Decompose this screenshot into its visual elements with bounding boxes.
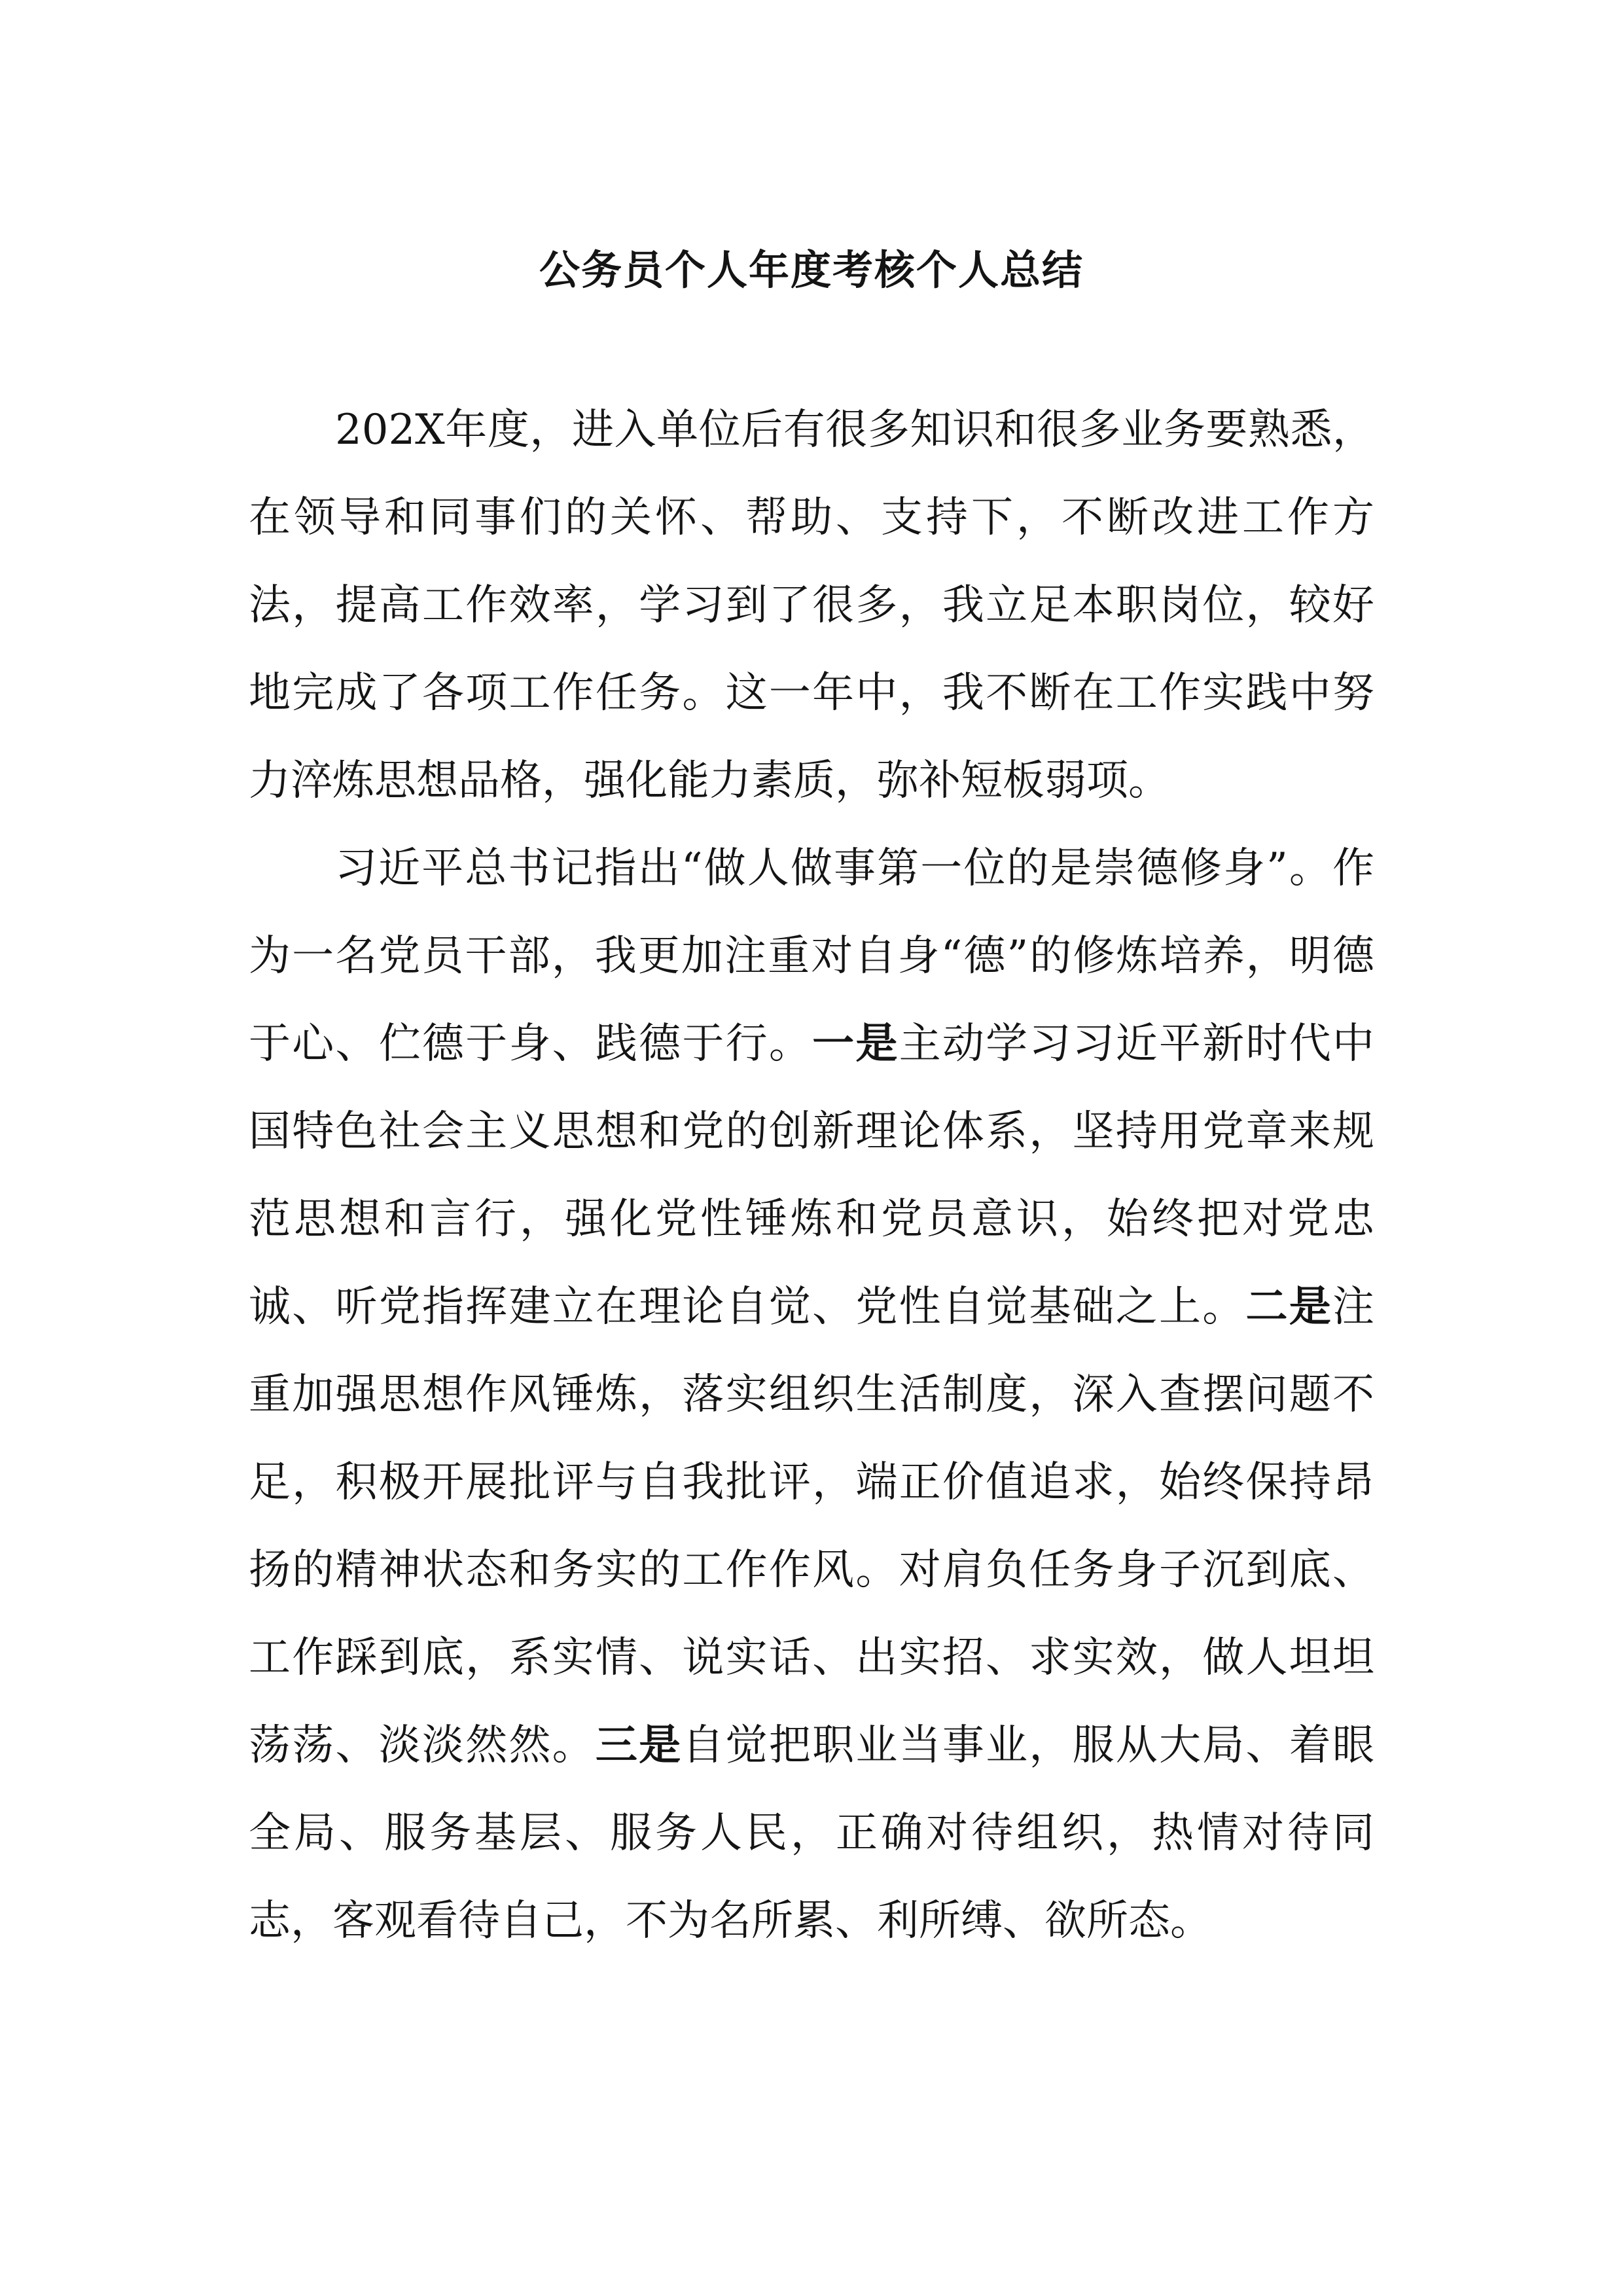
point-three-text: 自觉把职业当事业，服从大局、着眼全局、服务基层、服务人民，正确对待组织，热情对待同志，客观看待自己，不为名所累、利所缚、欲所态。 (249, 1721, 1375, 1945)
point-two-text: 注重加强思想作风锤炼，落实组织生活制度，深入查摆问题不足，积极开展批评与自我批评，端正价值追求，始终保持昂扬的精神状态和务实的工作作风。对肩负任务身子沉到底、工作踩到底，系实情、说实话、出实招、求实效，做人坦坦荡荡、淡淡然然。 (249, 1283, 1375, 1770)
point-one-label: 一是 (812, 1019, 899, 1068)
point-three-label: 三是 (595, 1721, 683, 1770)
point-one-text: 主动学习习近平新时代中国特色社会主义思想和党的创新理论体系，坚持用党章来规范思想和言行，强化党性锤炼和党员意识，始终把对党忠诚、听党指挥建立在理论自觉、党性自觉基础之上。 (249, 1020, 1375, 1331)
document-body (249, 386, 1374, 1965)
paragraph-intro: 习近平总书记指出“做人做事第一位的是崇德修身”。作为一名党员干部，我更加注重对自身“德”的修炼培养，明德于心、伫德于身、践德于行。 (249, 844, 1374, 1068)
paragraph-moral-cultivation (249, 825, 1374, 1965)
point-two-label: 二是 (1245, 1282, 1333, 1331)
document-title: 公务员个人年度考核个人总结 (539, 246, 1084, 294)
paragraph-annual-overview: 202X年度，进入单位后有很多知识和很多业务要熟悉，在领导和同事们的关怀、帮助、支持下，不断改进工作方法，提高工作效率，学习到了很多，我立足本职岗位，较好地完成了各项工作任务。这一年中，我不断在工作实践中努力淬炼思想品格，强化能力素质，弥补短板弱项。 (249, 406, 1374, 805)
